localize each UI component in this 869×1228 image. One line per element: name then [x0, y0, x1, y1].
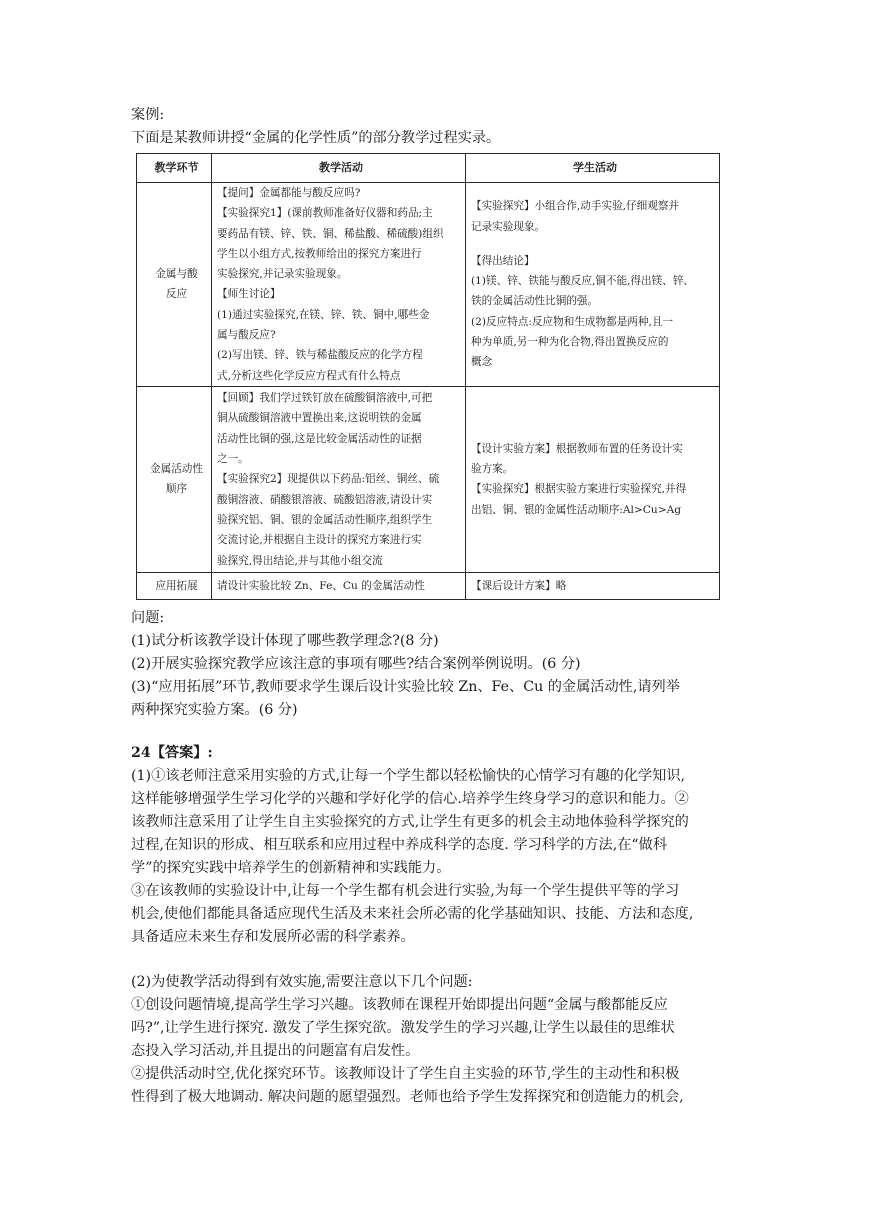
teacher-line: 【师生讨论】: [217, 288, 281, 301]
teacher-line: 式,分析这些化学反应方程式有什么特点: [217, 369, 401, 382]
answer-line: 机会,使他们都能具备适应现代生活及未来社会所必需的化学基础知识、技能、方法和态度,: [131, 906, 694, 922]
teacher-line: 之一。: [217, 453, 249, 466]
teacher-line: 属与酸反应?: [217, 329, 276, 342]
header-stage: 教学环节: [137, 154, 212, 183]
answer-line: (2)为使教学活动得到有效实施,需要注意以下几个问题:: [131, 974, 473, 990]
header-teacher-activity: 教学活动: [212, 154, 466, 183]
teacher-activity-cell: [212, 572, 466, 599]
table-row: [137, 386, 720, 572]
answer-title: 24【答案】:: [131, 745, 213, 761]
answer-line: ②提供活动时空,优化探究环节。该教师设计了学生自主实验的环节,学生的主动性和积极: [131, 1066, 680, 1082]
teacher-line: 交流讨论,并根据自主设计的探究方案进行实: [217, 534, 422, 547]
answer-line: ③在该教师的实验设计中,让每一个学生都有机会进行实验,为每一个学生提供平等的学习: [131, 883, 680, 899]
student-activity-cell: [466, 386, 720, 572]
stage-cell: [137, 572, 212, 599]
teacher-line: 【实验探究2】现提供以下药品:铝丝、铜丝、硫: [217, 473, 440, 486]
question-line: (3)“应用拓展”环节,教师要求学生课后设计实验比较 Zn、Fe、Cu 的金属活动性,请列举: [131, 679, 680, 695]
teacher-line: (1)通过实验探究,在镁、锌、铁、铜中,哪些金: [217, 308, 430, 321]
teacher-line: 要药品有镁、锌、铁、铜、稀盐酸、稀硫酸)组织: [217, 227, 444, 240]
teacher-line: 酸铜溶液、硝酸银溶液、硫酸铝溶液,请设计实: [217, 493, 433, 506]
teacher-line: 学生以小组方式,按教师给出的探究方案进行: [217, 247, 422, 260]
stage-cell: [137, 386, 212, 572]
teacher-line: 请设计实验比较 Zn、Fe、Cu 的金属活动性: [217, 579, 425, 592]
student-line: (2)反应特点:反应物和生成物都是两种,且一: [471, 315, 674, 328]
intro-text: 下面是某教师讲授“金属的化学性质”的部分教学过程实录。: [131, 130, 501, 146]
case-label: 案例:: [131, 107, 165, 123]
question-line: (1)试分析该教学设计体现了哪些教学理念?(8 分): [131, 633, 439, 649]
student-line: (1)镁、锌、铁能与酸反应,铜不能,得出镁、锌、: [471, 275, 695, 288]
answer-line: 态投入学习活动,并且提出的问题富有启发性。: [131, 1043, 420, 1059]
table-header-row: [137, 154, 720, 183]
teacher-activity-cell: [212, 386, 466, 572]
student-line: 【设计实验方案】根据教师布置的任务设计实: [471, 442, 683, 455]
student-line: 【实验探究】根据实验方案进行实验探究,并得: [471, 483, 687, 496]
student-line: 铁的金属活动性比铜的强。: [471, 295, 599, 308]
answer-line: 性得到了极大地调动. 解决问题的愿望强烈。老师也给予学生发挥探究和创造能力的机会,: [131, 1089, 684, 1105]
answer-line: 具备适应未来生存和发展所必需的科学素养。: [131, 929, 415, 945]
teacher-line: 【实验探究1】(课前教师准备好仪器和药品;主: [217, 207, 433, 220]
question-line: (2)开展实验探究教学应该注意的事项有哪些?结合案例举例说明。(6 分): [131, 656, 581, 672]
teacher-line: 活动性比铜的强,这是比较金属活动性的证据: [217, 432, 422, 445]
answer-line: (1)①该老师注意采用实验的方式,让每一个学生都以轻松愉快的心情学习有趣的化学知识,: [131, 768, 686, 784]
teacher-line: 验探究铝、铜、银的金属活动性顺序,组织学生: [217, 513, 433, 526]
teacher-line: 验探究,得出结论,并与其他小组交流: [217, 554, 383, 567]
table-row: [137, 572, 720, 599]
stage-label: 金属与酸: [155, 268, 198, 281]
spacer: [471, 237, 719, 251]
student-line: 【实验探究】小组合作,动手实验,仔细观察并: [471, 200, 680, 213]
answer-line: 这样能够增强学生学习化学的兴趣和学好化学的信心.培养学生终身学习的意识和能力。②: [131, 791, 689, 807]
table-row: [137, 183, 720, 387]
student-line: 概念: [471, 356, 493, 369]
student-line: 记录实验现象。: [471, 220, 546, 233]
answer-line: ①创设问题情境,提高学生学习兴趣。该教师在课程开始即提出问题“金属与酸都能反应: [131, 997, 668, 1013]
stage-label: 顺序: [165, 483, 188, 496]
student-line: 【课后设计方案】略: [471, 579, 567, 592]
teaching-table-container: [136, 153, 720, 593]
teacher-line: 铜从硫酸铜溶液中置换出来,这说明铁的金属: [217, 412, 422, 425]
student-line: 验方案。: [471, 463, 514, 476]
stage-label: 反应: [165, 288, 188, 301]
answer-line: 吗?”,让学生进行探究. 激发了学生探究欲。激发学生的学习兴趣,让学生以最佳的思维状: [131, 1020, 675, 1036]
questions-label: 问题:: [131, 610, 165, 626]
student-activity-cell: [466, 572, 720, 599]
stage-label: 应用拓展: [155, 579, 198, 592]
student-line: 【得出结论】: [471, 254, 535, 267]
teaching-process-table: [136, 153, 720, 600]
answer-line: 过程,在知识的形成、相互联系和应用过程中养成科学的态度. 学习科学的方法,在“做科: [131, 837, 668, 853]
teacher-line: 【回顾】我们学过铁钉放在硫酸铜溶液中,可把: [217, 392, 433, 405]
answer-line: 该教师注意采用了让学生自主实验探究的方式,让学生有更多的机会主动地体验科学探究的: [131, 814, 689, 830]
student-activity-cell: [466, 183, 720, 387]
teacher-line: 实验探究,并记录实验现象。: [217, 268, 348, 281]
student-line: 出铝、铜、银的金属性活动顺序:Al>Cu>Ag: [471, 503, 682, 516]
answer-line: 学”的探究实践中培养学生的创新精神和实践能力。: [131, 860, 451, 876]
stage-cell: [137, 183, 212, 387]
stage-label: 金属活动性: [150, 463, 203, 476]
teacher-activity-cell: [212, 183, 466, 387]
student-line: 种为单质,另一种为化合物,得出置换反应的: [471, 336, 669, 349]
header-student-activity: 学生活动: [466, 154, 720, 183]
question-line: 两种探究实验方案。(6 分): [131, 702, 298, 718]
teacher-line: 【提问】金属都能与酸反应吗?: [217, 187, 361, 199]
teacher-line: (2)写出镁、锌、铁与稀盐酸反应的化学方程: [217, 349, 423, 362]
